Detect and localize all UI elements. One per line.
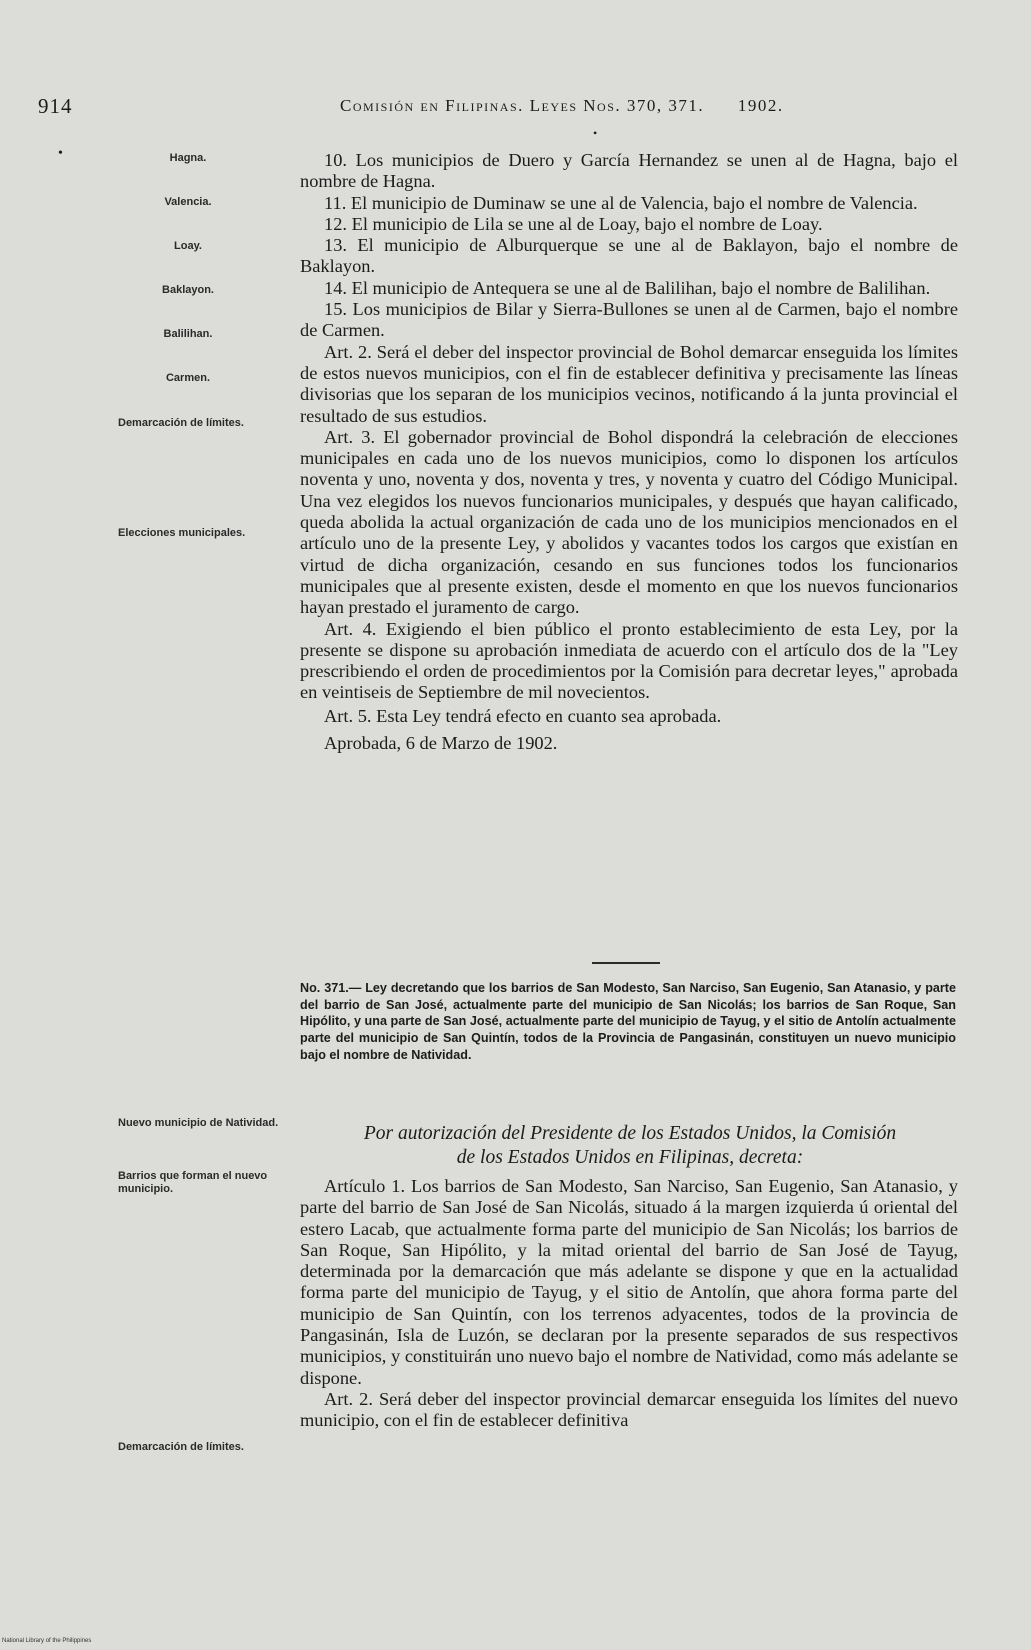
item-14: 14. El municipio de Antequera se une al de Balilihan, bajo el nombre de Balilihan. — [324, 277, 931, 298]
margin-dot-mark: • — [58, 146, 63, 161]
law-371-article-2: Art. 2. Será deber del inspector provincial demarcar enseguida los límites del nuevo municipio, con el fin de establecer definitiva — [300, 1388, 958, 1431]
sidenote-balilihan: Balilihan. — [163, 328, 213, 340]
sidenote-carmen: Carmen. — [165, 372, 211, 384]
law-370-body — [300, 150, 958, 754]
article-4: Art. 4. Exigiendo el bien público el pronto establecimiento de esta Ley, por la presente se dispone su aprobación inmediata de acuerdo con el artículo dos de la "Ley prescribiendo el orden de procedimientos por la Comisión para decretar leyes," aprobada en veintiseis de Septiembre de mil novecientos. — [300, 618, 958, 703]
approval-date: Aprobada, 6 de Marzo de 1902. — [324, 733, 558, 754]
scan-credit: National Library of the Philippines — [2, 1638, 92, 1644]
sidenote-baklayon: Baklayon. — [162, 284, 214, 296]
sidenote-nuevo-municipio: Nuevo municipio de Natividad. — [118, 1117, 279, 1129]
law-371-title: No. 371.— Ley decretando que los barrios de San Modesto, San Narciso, San Eugenio, San Atanasio, y parte del barrio de San José, actualmente parte del municipio de San Nicolás; los barrios de San Roque, San Hipólito, y una parte de San José, actualmente parte del municipio de Tayug, y el sitio de Antolín actualmente parte del municipio de San Quintín, todos de la Provincia de Pangasinán, constituyen un nuevo municipio bajo el nombre de Natividad. — [300, 981, 956, 1062]
sidenote-barrios: Barrios que forman el nuevo municipio. — [118, 1170, 268, 1195]
section-divider — [592, 962, 660, 964]
sidenote-hagna: Hagna. — [169, 152, 207, 164]
item-12: 12. El municipio de Lila se une al de Loay, bajo el nombre de Loay. — [324, 213, 823, 234]
center-dot-mark: • — [593, 126, 598, 140]
sidenote-elecciones: Elecciones municipales. — [118, 527, 246, 539]
article-2: Art. 2. Será el deber del inspector provincial de Bohol demarcar enseguida los límites de estos nuevos municipios, con el fin de establecer definitiva y precisamente las líneas divisorias que los separan de los municipios vecinos, notificando á la junta provincial el resultado de sus estudios. — [300, 341, 958, 426]
sidenote-demarcacion-2: Demarcación de límites. — [118, 1441, 244, 1453]
item-15: 15. Los municipios de Bilar y Sierra-Bullones se unen al de Carmen, bajo el nombre de Carmen. — [300, 299, 958, 341]
law-371-preamble — [300, 1122, 960, 1170]
sidenote-demarcacion-1: Demarcación de límites. — [118, 417, 244, 429]
law-371-article-1: Artículo 1. Los barrios de San Modesto, San Narciso, San Eugenio, San Atanasio, y parte del barrio de San José de San Nicolás, situado á la margen izquierda ú oriental del estero Lacab, que actualmente forma parte del municipio de San Nicolás; los barrios de San Roque, San Hipólito, y la mitad oriental del barrio de San José de Tayug, determinada por la demarcación que más adelante se dispone y que en la actualidad forma parte del municipio de Tayug, y el sitio de Antolín, que ahora forma parte del municipio de San Quintín, con los terrenos adyacentes, todos de la provincia de Pangasinán, Isla de Luzón, se declaran por la presente separados de sus respectivos municipios, y constituirán uno nuevo bajo el nombre de Natividad, como más adelante se dispone. — [300, 1176, 958, 1388]
running-title: Comisión en Filipinas. Leyes Nos. 370, 371. — [340, 96, 705, 115]
preamble-line-1: Por autorización del Presidente de los Estados Unidos, la Comisión — [363, 1123, 897, 1144]
sidenote-loay: Loay. — [174, 240, 202, 252]
law-371-body — [300, 1176, 958, 1432]
item-10: 10. Los municipios de Duero y García Hernandez se unen al de Hagna, bajo el nombre de Hagna. — [300, 150, 958, 192]
page-number: 914 — [38, 94, 73, 118]
preamble-line-2: de los Estados Unidos en Filipinas, decreta: — [456, 1146, 804, 1168]
article-5: Art. 5. Esta Ley tendrá efecto en cuanto sea aprobada. — [324, 705, 722, 726]
item-11: 11. El municipio de Duminaw se une al de Valencia, bajo el nombre de Valencia. — [324, 192, 918, 213]
article-3: Art. 3. El gobernador provincial de Bohol dispondrá la celebración de elecciones municipales en cada uno de los nuevos municipios, como lo disponen los artículos noventa y uno, noventa y dos, noventa y tres, y noventa y cuatro del Código Municipal. Una vez elegidos los nuevos funcionarios municipales, y después que hayan calificado, queda abolida la actual organización de cada uno de los municipios mencionados en el artículo uno de la presente Ley, y abolidos y vacantes todos los cargos que existían en virtud de dicha organización, cesando en sus funciones todos los funcionarios municipales que al presente existen, desde el momento en que los nuevos funcionarios hayan prestado el juramento de cargo. — [300, 426, 958, 618]
sidenote-valencia: Valencia. — [164, 196, 212, 208]
running-year: 1902. — [737, 96, 784, 115]
running-head — [340, 96, 784, 116]
item-13: 13. El municipio de Alburquerque se une al de Baklayon, bajo el nombre de Baklayon. — [300, 235, 958, 277]
